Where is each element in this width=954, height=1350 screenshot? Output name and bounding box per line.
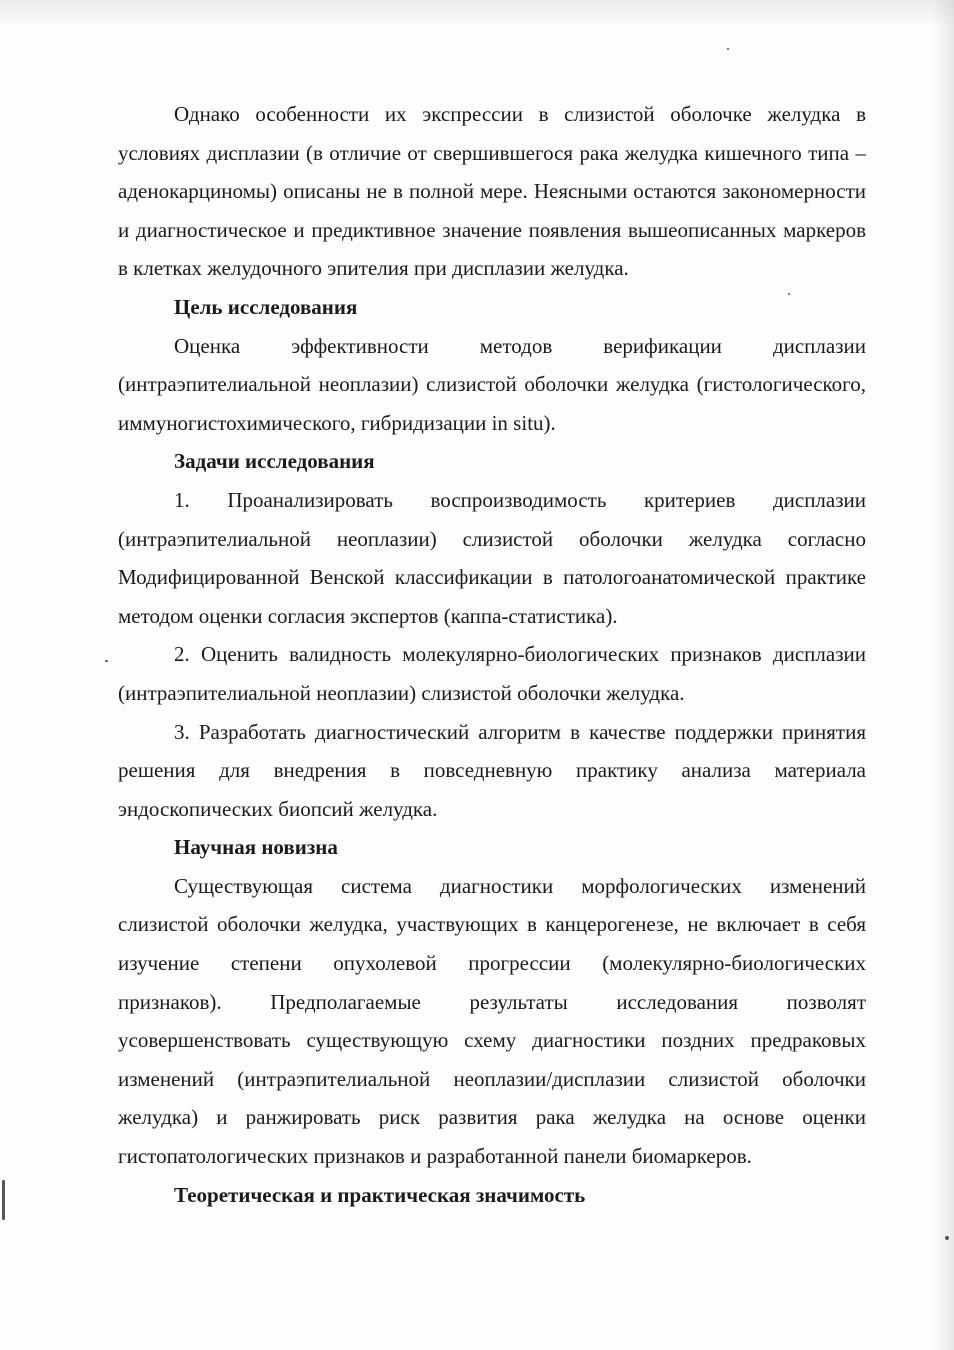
tasks-heading: Задачи исследования [174, 449, 375, 474]
scan-speck [727, 48, 729, 50]
goal-heading: Цель исследования [174, 294, 358, 319]
scan-shadow-right [932, 0, 954, 1350]
document-body [118, 95, 866, 1214]
scan-speck [945, 1236, 949, 1240]
task-item-1: 1. Проанализировать воспроизводимость критериев дисплазии (интраэпителиальной неоплазии) слизистой оболочки желудка согласно Модифицированной Венской классификации в патологоанатомической практике методом оценки согласия экспертов (каппа-статистика). [118, 487, 866, 628]
task-item-2: 2. Оценить валидность молекулярно-биологических признаков дисплазии (интраэпителиальной неоплазии) слизистой оболочки желудка. [118, 642, 866, 705]
intro-paragraph: Однако особенности их экспрессии в слизистой оболочке желудка в условиях дисплазии (в отличие от свершившегося рака желудка кишечного типа – аденокарциномы) описаны не в полной мере. Неясными остаются закономерности и диагностическое и предиктивное значение появления вышеописанных маркеров в клетках желудочного эпителия при дисплазии желудка. [118, 102, 866, 281]
novelty-paragraph: Существующая система диагностики морфологических изменений слизистой оболочки желудка, участвующих в канцерогенезе, не включает в себя изучение степени опухолевой прогрессии (молекулярно-биологических признаков). Предполагаемые результаты исследования позволят усовершенствовать существующую схему диагностики поздних предраковых изменений (интраэпителиальной неоплазии/дисплазии слизистой оболочки желудка) и ранжировать риск развития рака желудка на основе оценки гистопатологических признаков и разработанной панели биомаркеров. [118, 873, 866, 1169]
task-item-3: 3. Разработать диагностический алгоритм в качестве поддержки принятия решения для внедрения в повседневную практику анализа материала эндоскопических биопсий желудка. [118, 719, 866, 821]
scan-shadow-top [0, 0, 954, 28]
scan-speck [2, 1180, 5, 1220]
scan-speck [105, 660, 108, 662]
goal-paragraph: Оценка эффективности методов верификации дисплазии (интраэпителиальной неоплазии) слизистой оболочки желудка (гистологического, иммуногистохимического, гибридизации in situ). [118, 333, 866, 435]
significance-heading: Теоретическая и практическая значимость [174, 1182, 586, 1207]
novelty-heading: Научная новизна [174, 835, 338, 860]
